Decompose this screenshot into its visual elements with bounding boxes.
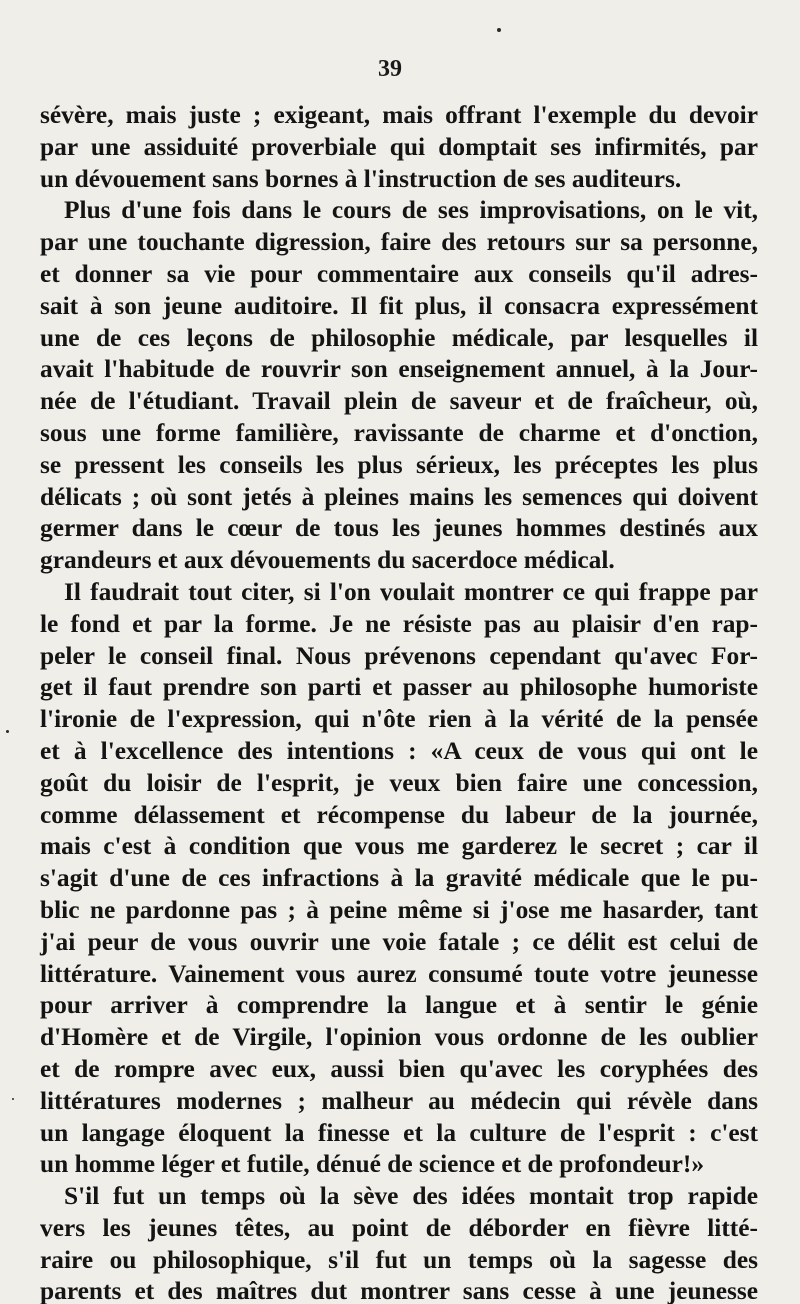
text-line: grandeurs et aux dévouements du sacerdoce médical. [40, 546, 615, 575]
text-line: peler le conseil final. Nous prévenons cependant qu'avec For- [40, 641, 758, 670]
text-line: littératures modernes ; malheur au médecin qui révèle dans [40, 1086, 758, 1115]
text-line: par une assiduité proverbiale qui domptait ses infirmités, par [40, 132, 758, 161]
text-line: vers les jeunes têtes, au point de déborder en fièvre litté- [40, 1213, 758, 1242]
text-line: et à l'excellence des intentions : «A ceux de vous qui ont le [40, 736, 758, 765]
text-line: comme délassement et récompense du labeur de la journée, [40, 800, 758, 829]
text-line: raire ou philosophique, s'il fut un temps où la sagesse des [40, 1245, 758, 1274]
text-line: goût du loisir de l'esprit, je veux bien faire une concession, [40, 768, 758, 797]
text-line: avait l'habitude de rouvrir son enseignement annuel, à la Jour- [40, 355, 758, 384]
text-line: pour arriver à comprendre la langue et à sentir le génie [40, 991, 758, 1020]
text-line: parents et des maîtres dut montrer sans cesse à une jeunesse [40, 1277, 758, 1304]
text-line: une de ces leçons de philosophie médicale, par lesquelles il [40, 323, 758, 352]
text-line: se pressent les conseils les plus sérieux, les préceptes les plus [40, 450, 758, 479]
text-line: germer dans le cœur de tous les jeunes hommes destinés aux [40, 514, 758, 543]
text-line: d'Homère et de Virgile, l'opinion vous ordonne de les oublier [40, 1023, 758, 1052]
text-line: le fond et par la forme. Je ne résiste pas au plaisir d'en rap- [40, 609, 758, 638]
text-line: sévère, mais juste ; exigeant, mais offrant l'exemple du devoir [40, 101, 758, 129]
text-line: sous une forme familière, ravissante de charme et d'onction, [40, 418, 758, 447]
text-line: délicats ; où sont jetés à pleines mains les semences qui doivent [40, 482, 758, 511]
text-line: un homme léger et futile, dénué de science et de profondeur!» [40, 1150, 705, 1179]
page-number: 39 [378, 56, 402, 82]
text-line: blic ne pardonne pas ; à peine même si j'ose me hasarder, tant [40, 895, 758, 924]
text-line: S'il fut un temps où la sève des idées montait trop rapide [64, 1182, 758, 1211]
text-line: get il faut prendre son parti et passer au philosophe humoriste [40, 673, 758, 702]
ink-speck [6, 730, 9, 733]
ink-speck [497, 28, 501, 32]
text-line: et de rompre avec eux, aussi bien qu'avec les coryphées des [40, 1054, 758, 1083]
text-line: Il faudrait tout citer, si l'on voulait montrer ce qui frappe par [64, 577, 758, 606]
text-line: sait à son jeune auditoire. Il fit plus, il consacra expressément [40, 291, 758, 320]
text-line: née de l'étudiant. Travail plein de saveur et de fraîcheur, où, [40, 387, 758, 416]
ink-speck [12, 1098, 14, 1100]
text-line: Plus d'une fois dans le cours de ses improvisations, on le vit, [64, 196, 758, 225]
text-line: par une touchante digression, faire des retours sur sa personne, [40, 228, 758, 257]
text-line: mais c'est à condition que vous me garderez le secret ; car il [40, 832, 758, 861]
text-line: et donner sa vie pour commentaire aux conseils qu'il adres- [40, 259, 758, 288]
text-line: j'ai peur de vous ouvrir une voie fatale ; ce délit est celui de [40, 927, 758, 956]
text-line: un dévouement sans bornes à l'instruction de ses auditeurs. [40, 164, 682, 193]
text-line: un langage éloquent la finesse et la culture de l'esprit : c'est [40, 1118, 758, 1147]
text-line: s'agit d'une de ces infractions à la gravité médicale que le pu- [40, 864, 758, 893]
body-text [40, 100, 758, 1304]
text-line: littérature. Vainement vous aurez consumé toute votre jeunesse [40, 959, 758, 988]
text-line: l'ironie de l'expression, qui n'ôte rien à la vérité de la pensée [40, 705, 758, 734]
